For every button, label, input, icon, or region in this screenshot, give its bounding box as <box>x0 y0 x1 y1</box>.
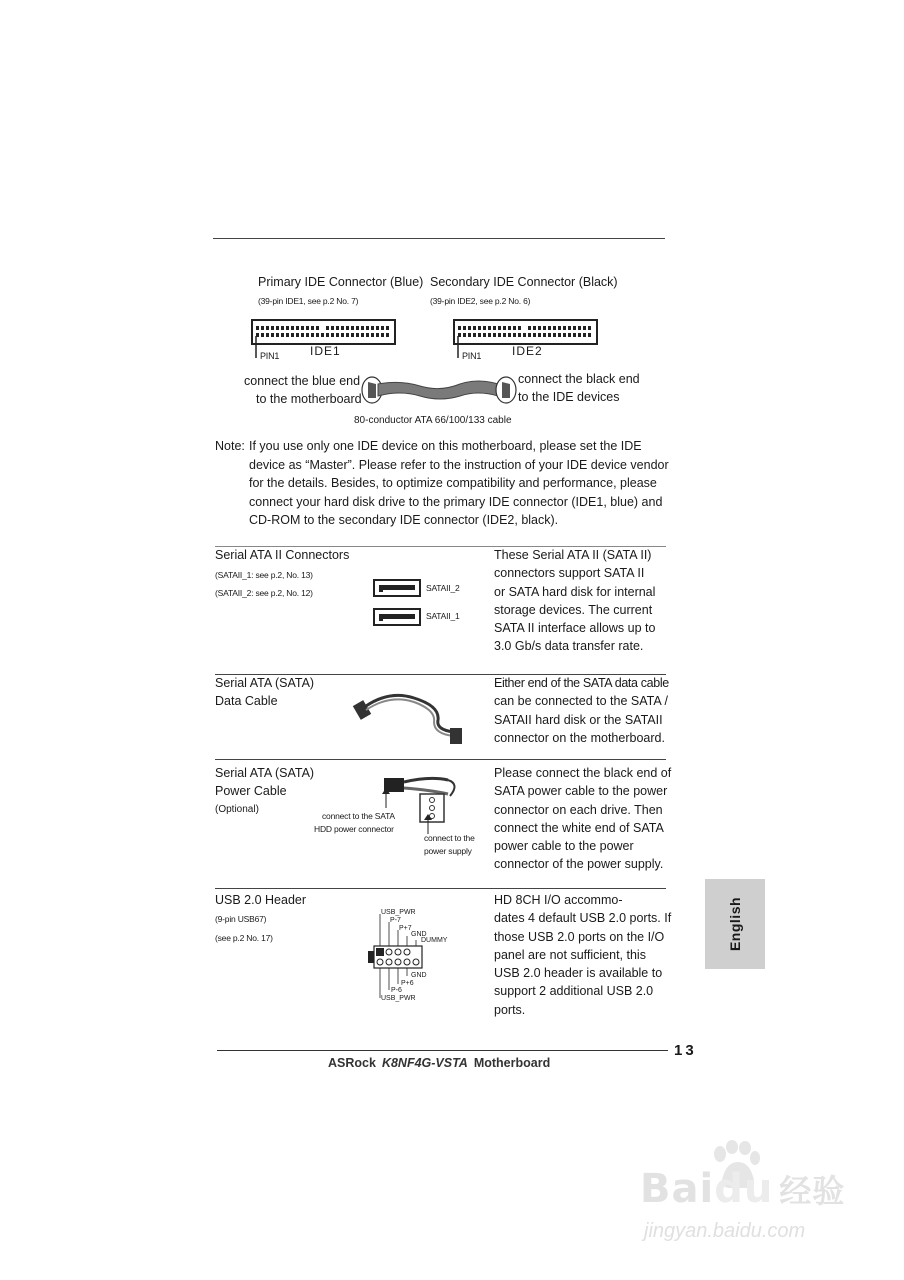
ide1-pin1-label: PIN1 <box>260 351 280 361</box>
sata2-connectors-diagram <box>373 578 423 628</box>
sata-power-description <box>494 764 671 874</box>
desc-line: SATA power cable to the power <box>494 784 668 799</box>
footer-product: Motherboard <box>473 1056 551 1070</box>
ide2-pin1-label: PIN1 <box>462 351 482 361</box>
desc-line: connector on the motherboard. <box>494 730 665 745</box>
ide1-label: IDE1 <box>310 344 341 358</box>
psu-connect-line1: connect to the <box>424 833 475 843</box>
watermark-url: jingyan.baidu.com <box>644 1220 806 1242</box>
sata2-sub2: (SATAII_2: see p.2, No. 12) <box>215 588 313 598</box>
usb-description <box>494 891 671 1019</box>
sata2-sub1: (SATAII_1: see p.2, No. 13) <box>215 570 313 580</box>
secondary-ide-title: Secondary IDE Connector (Black) <box>430 275 618 289</box>
section-rule-sata-power <box>215 759 666 760</box>
note-line: for the details. Besides, to optimize compatibility and performance, please <box>249 476 657 490</box>
desc-line: panel are not sufficient, this <box>494 947 646 962</box>
language-side-tab <box>705 879 765 969</box>
desc-line: SATA II interface allows up to <box>494 621 656 636</box>
baidu-watermark <box>640 1140 880 1250</box>
sata-data-title2: Data Cable <box>215 694 278 708</box>
footer-product-line <box>328 1056 550 1070</box>
desc-line: USB 2.0 header is available to <box>494 966 663 981</box>
usb-pin-label-dummy: DUMMY <box>421 937 448 944</box>
desc-line: connectors support SATA II <box>494 566 645 581</box>
usb-sub1: (9-pin USB67) <box>215 914 267 924</box>
desc-line: can be connected to the SATA / <box>494 694 668 709</box>
black-end-line2: to the IDE devices <box>518 390 620 404</box>
watermark-logo-du: du <box>714 1166 774 1212</box>
sata-power-title2: Power Cable <box>215 784 287 798</box>
desc-line: HD 8CH I/O accommo- <box>494 893 623 907</box>
sata-data-description <box>494 674 669 747</box>
hdd-arrow <box>381 788 391 808</box>
language-side-tab-label: English <box>727 896 743 952</box>
sata-power-optional: (Optional) <box>215 804 259 815</box>
sata-data-title: Serial ATA (SATA) <box>215 676 315 690</box>
watermark-logo-bai: Bai <box>640 1166 715 1212</box>
primary-ide-title: Primary IDE Connector (Blue) <box>258 275 424 289</box>
desc-line: connector on each drive. Then <box>494 802 663 817</box>
desc-line: Please connect the black end of <box>494 766 672 780</box>
usb-pin-label-p7plus: P+7 <box>399 925 412 932</box>
footer-brand: ASRock <box>328 1056 376 1070</box>
hdd-connect-line2: HDD power connector <box>314 824 394 834</box>
sata2-description <box>494 546 655 656</box>
note-line: connect your hard disk drive to the primary IDE connector (IDE1, blue) and <box>249 494 663 509</box>
desc-line: 3.0 Gb/s data transfer rate. <box>494 639 644 654</box>
page-number: 13 <box>674 1042 697 1059</box>
note-label: Note: <box>215 439 245 453</box>
ide2-label: IDE2 <box>512 344 543 358</box>
footer-rule <box>217 1050 668 1051</box>
desc-line: power cable to the power <box>494 839 634 854</box>
desc-line: support 2 additional USB 2.0 <box>494 984 654 999</box>
watermark-logo <box>640 1166 845 1212</box>
usb-pin-label-p7: P-7 <box>390 917 401 924</box>
desc-line: connect the white end of SATA <box>494 820 664 835</box>
cable-caption: 80-conductor ATA 66/100/133 cable <box>354 415 512 426</box>
usb-title: USB 2.0 Header <box>215 893 307 907</box>
ide-ribbon-cable <box>360 372 518 408</box>
sata2-title: Serial ATA II Connectors <box>215 548 350 562</box>
usb-pin-label-p6: P-6 <box>391 987 402 994</box>
blue-end-line1: connect the blue end <box>244 374 361 388</box>
sata-power-title: Serial ATA (SATA) <box>215 766 315 780</box>
sata-data-cable-diagram <box>350 684 468 746</box>
usb-pin-label-usbpwr-top: USB_PWR <box>381 909 416 916</box>
desc-line: those USB 2.0 ports on the I/O <box>494 929 665 944</box>
sata2-label-bottom: SATAII_1 <box>426 611 460 621</box>
note-line: device as “Master”. Please refer to the instruction of your IDE device vendor <box>249 457 669 472</box>
usb-pin-label-gnd-top: GND <box>411 931 427 938</box>
hdd-connect-line1: connect to the SATA <box>322 811 395 821</box>
section-rule-usb <box>215 888 666 889</box>
secondary-ide-subtitle: (39-pin IDE2, see p.2 No. 6) <box>430 296 531 306</box>
black-end-line1: connect the black end <box>518 372 640 386</box>
primary-ide-subtitle: (39-pin IDE1, see p.2 No. 7) <box>258 296 359 306</box>
note-line: CD-ROM to the secondary IDE connector (IDE2, black). <box>249 513 559 527</box>
desc-line: storage devices. The current <box>494 602 653 617</box>
desc-line: SATAII hard disk or the SATAII <box>494 712 663 727</box>
blue-end-line2: to the motherboard <box>256 392 362 406</box>
psu-arrow <box>423 814 433 834</box>
usb-pin-label-gnd-bottom: GND <box>411 972 427 979</box>
desc-line: or SATA hard disk for internal <box>494 584 656 599</box>
desc-line: dates 4 default USB 2.0 ports. If <box>494 911 672 926</box>
psu-connect-line2: power supply <box>424 846 472 856</box>
desc-line: Either end of the SATA data cable <box>494 676 669 690</box>
desc-line: connector of the power supply. <box>494 857 664 872</box>
watermark-logo-cn: 经验 <box>779 1172 846 1210</box>
desc-line: ports. <box>494 1002 526 1017</box>
usb-sub2: (see p.2 No. 17) <box>215 933 273 943</box>
footer-model: K8NF4G-VSTA <box>381 1056 468 1070</box>
desc-line: These Serial ATA II (SATA II) <box>494 548 652 562</box>
note-line: If you use only one IDE device on this motherboard, please set the IDE <box>249 439 642 453</box>
usb-pin-label-p6plus: P+6 <box>401 980 414 987</box>
sata2-label-top: SATAII_2 <box>426 583 460 593</box>
usb-pin-label-usbpwr-bottom: USB_PWR <box>381 995 416 1002</box>
top-rule <box>213 238 665 239</box>
note-paragraph <box>249 437 669 530</box>
